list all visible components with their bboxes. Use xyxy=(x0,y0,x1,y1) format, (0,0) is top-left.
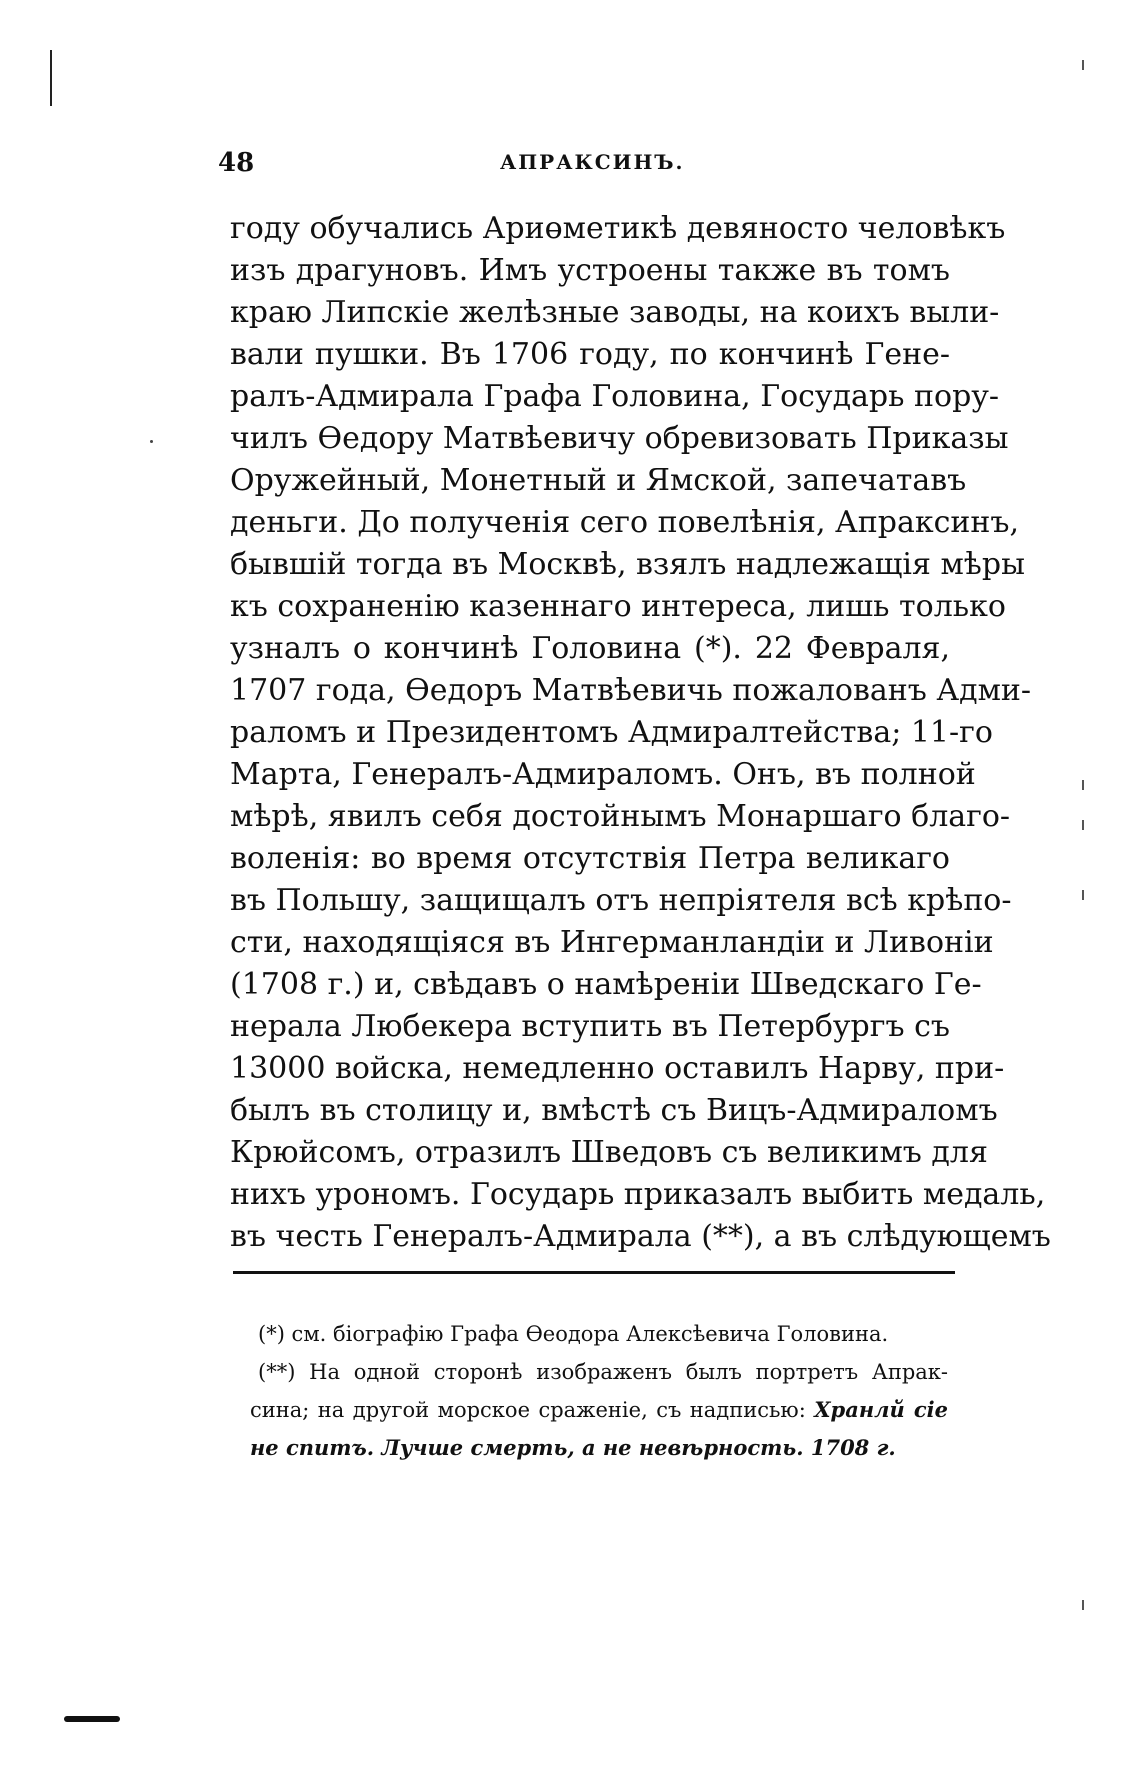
inscription-year: 1708 г. xyxy=(803,1435,896,1460)
text-line: изъ драгуновъ. Имъ устроены также въ томъ xyxy=(230,253,950,288)
footnote-2-line-2 xyxy=(250,1391,948,1429)
text-line: чилъ Өедору Матвѣевичу обревизовать Приказы xyxy=(230,421,1009,456)
text-line: къ сохраненію казеннаго интереса, лишь только xyxy=(230,589,1006,624)
scan-blot xyxy=(64,1716,120,1722)
text-line: раломъ и Президентомъ Адмиралтейства; 11-го xyxy=(230,715,993,750)
text-line: деньги. До полученія сего повелѣнія, Апраксинъ, xyxy=(230,505,1020,540)
footnote-2-line-1: (**) На одной сторонѣ изображенъ былъ портретъ Апрак- xyxy=(258,1360,948,1384)
page-number: 48 xyxy=(218,148,255,178)
text-line: году обучались Ариөметикѣ девяносто человѣкъ xyxy=(230,211,1006,246)
text-line: нихъ урономъ. Государь приказалъ выбить медаль, xyxy=(230,1177,1046,1212)
inscription-text: не спитъ. Лучше смерть, а не невѣрность. xyxy=(250,1435,804,1460)
text-line: нерала Любекера вступить въ Петербургъ съ xyxy=(230,1009,950,1044)
text-line: воленія: во время отсутствія Петра великаго xyxy=(230,841,950,876)
text-line: въ Польшу, защищалъ отъ непріятеля всѣ крѣпо- xyxy=(230,883,1012,918)
text-line: 1707 года, Өедоръ Матвѣевичь пожалованъ Адми- xyxy=(230,673,1032,708)
text-line: бывшій тогда въ Москвѣ, взялъ надлежащія мѣры xyxy=(230,547,1025,582)
text-line: въ честь Генералъ-Адмирала (**), а въ слѣдующемъ xyxy=(230,1219,1051,1254)
footnote-1: (*) см. біографію Графа Өеодора Алексѣевича Головина. xyxy=(258,1322,889,1346)
text-line: вали пушки. Въ 1706 году, по кончинѣ Гене- xyxy=(230,337,950,372)
text-line: былъ въ столицу и, вмѣстѣ съ Вицъ-Адмираломъ xyxy=(230,1093,998,1128)
footnote-2-line-3 xyxy=(250,1429,948,1467)
text-line: (1708 г.) и, свѣдавъ о намѣреніи Шведскаго Ге- xyxy=(230,967,982,1002)
text-line: ралъ-Адмирала Графа Головина, Государь пору- xyxy=(230,379,1000,414)
inscription-text: Хранлй сіе xyxy=(814,1397,949,1422)
text-line: мѣрѣ, явилъ себя достойнымъ Монаршаго благо- xyxy=(230,799,1011,834)
footnotes xyxy=(250,1315,949,1467)
footnote-divider xyxy=(233,1271,955,1274)
body-text xyxy=(230,208,1051,1258)
text-line: узналъ о кончинѣ Головина (*). 22 Февраля, xyxy=(230,631,950,666)
text-line: сти, находящіяся въ Ингерманландіи и Ливоніи xyxy=(230,925,994,960)
text-line: Крюйсомъ, отразилъ Шведовъ съ великимъ для xyxy=(230,1135,988,1170)
running-head: АПРАКСИНЪ. xyxy=(500,150,685,174)
scan-margin-mark xyxy=(50,50,52,106)
text-line: краю Липскіе желѣзные заводы, на коихъ выли- xyxy=(230,295,1000,330)
footnote-text: сина; на другой морское сраженіе, съ надписью: xyxy=(250,1398,815,1422)
scan-edge-specks xyxy=(1082,60,1084,1720)
text-line: 13000 войска, немедленно оставилъ Нарву, при- xyxy=(230,1051,1005,1086)
scan-speck xyxy=(150,440,153,443)
text-line: Оружейный, Монетный и Ямской, запечатавъ xyxy=(230,463,967,498)
text-line: Марта, Генералъ-Адмираломъ. Онъ, въ полной xyxy=(230,757,976,792)
